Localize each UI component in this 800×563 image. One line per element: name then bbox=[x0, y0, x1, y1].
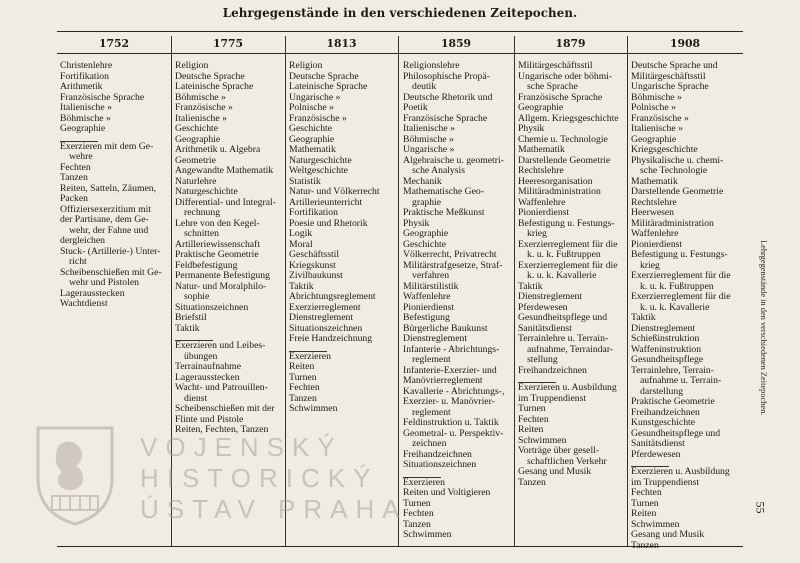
year-header-1879: 1879 bbox=[555, 37, 586, 50]
subject-line: Böhmische » bbox=[631, 91, 682, 103]
subject-line: Wachtdienst bbox=[60, 298, 108, 309]
subject-line: Mathematik bbox=[631, 175, 678, 187]
subject-line: zeichnen bbox=[412, 438, 447, 449]
subject-line: Geographie bbox=[289, 133, 335, 145]
subject-line: Situationszeichnen bbox=[403, 459, 477, 470]
subject-line: Freihandzeichnen bbox=[631, 406, 700, 418]
subject-line: Bürgerliche Baukunst bbox=[403, 322, 488, 334]
subject-line: Tanzen bbox=[60, 172, 88, 183]
subject-line: Geographie bbox=[60, 123, 106, 134]
subject-line: dergleichen bbox=[60, 235, 106, 246]
subject-line: Militärgeschäftsstil bbox=[518, 60, 593, 71]
subject-line: Waffenlehre bbox=[631, 228, 679, 239]
subject-line: Lateinische Sprache bbox=[289, 81, 368, 92]
page-number: 55 bbox=[753, 501, 768, 514]
subject-line: Manövrierreglement bbox=[403, 375, 483, 386]
watermark-line: ÚSTAV PRAHA bbox=[140, 494, 408, 524]
subject-line: Philosophische Propä- bbox=[403, 70, 490, 82]
subject-line: Logik bbox=[289, 228, 313, 239]
subject-line: Taktik bbox=[518, 280, 543, 292]
subject-line: Exerzierreglement für die bbox=[631, 270, 731, 281]
subject-line: krieg bbox=[640, 259, 660, 271]
page-title: Lehrgegenstände in den verschiedenen Zeitepochen. bbox=[222, 6, 578, 20]
subject-line: Scheibenschießen mit Ge- bbox=[60, 266, 162, 278]
subject-line: Pionierdienst bbox=[631, 238, 683, 250]
subject-line: Angewandte Mathematik bbox=[175, 165, 274, 176]
subject-line: Französische Sprache bbox=[518, 91, 603, 103]
subject-line: Turnen bbox=[518, 403, 546, 414]
subject-line: Geographie bbox=[518, 102, 564, 113]
subject-line: Französische » bbox=[175, 102, 233, 113]
subject-line: Militärstilistik bbox=[403, 280, 459, 292]
subject-line: Poesie und Rhetorik bbox=[289, 217, 368, 229]
subject-line: Reiten, Fechten, Tanzen bbox=[175, 424, 269, 435]
subject-line: Exerzieren und Leibes- bbox=[175, 340, 266, 351]
subject-line: Geometrie bbox=[175, 154, 216, 166]
subject-line: Tanzen bbox=[518, 476, 546, 488]
crest-watermark-icon bbox=[30, 418, 120, 528]
subject-line: Taktik bbox=[175, 322, 200, 334]
subject-line: Italienische » bbox=[175, 112, 227, 124]
subject-line: Naturgeschichte bbox=[289, 154, 352, 166]
subject-line: Weltgeschichte bbox=[289, 165, 348, 176]
subject-line: graphie bbox=[412, 196, 442, 208]
subject-line: Befestigung bbox=[403, 312, 450, 323]
subject-line: Briefstil bbox=[175, 312, 207, 323]
subject-line: Praktische Geometrie bbox=[175, 249, 259, 260]
column-1813 bbox=[289, 61, 396, 415]
watermark-text bbox=[140, 432, 408, 525]
subject-line: Waffenlehre bbox=[518, 196, 566, 208]
subject-line: Geschäftsstil bbox=[289, 249, 340, 260]
subject-line: krieg bbox=[527, 228, 547, 239]
subject-line: Gesundheitspflege und bbox=[518, 312, 608, 323]
subject-line: Exerzierreglement für die bbox=[518, 238, 618, 250]
subject-line: Offiziersexerzitium mit bbox=[60, 203, 152, 215]
subject-line: k. u. k. Kavallerie bbox=[527, 270, 597, 281]
side-running-title: Lehrgegenstände in den verschiedenen Zeitepochen. bbox=[759, 240, 768, 416]
subject-line: Exerzierreglement für die bbox=[631, 291, 731, 302]
subject-line: Mathematische Geo- bbox=[403, 186, 484, 197]
subject-line: Natur- und Völkerrecht bbox=[289, 186, 380, 197]
subject-line: Französische » bbox=[289, 112, 347, 124]
subject-line: Dienstreglement bbox=[403, 333, 468, 344]
column-divider bbox=[627, 36, 628, 546]
subject-line: Rechtslehre bbox=[631, 196, 677, 208]
subject-line: Flinte und Pistole bbox=[175, 413, 244, 425]
year-header-1813: 1813 bbox=[326, 37, 357, 50]
subject-line: wehr, der Fahne und bbox=[69, 224, 149, 236]
subject-line: sche Technologie bbox=[640, 165, 708, 176]
subject-line: Deutsche Sprache und bbox=[631, 60, 718, 71]
subject-line: Deutsche Sprache bbox=[175, 70, 245, 82]
subject-line: Fechten bbox=[289, 382, 320, 393]
subject-line: Schwimmen bbox=[518, 434, 567, 446]
subject-line: der Partisane, dem Ge- bbox=[60, 214, 149, 225]
subject-line: k. u. k. Kavallerie bbox=[640, 301, 710, 313]
subject-line: übungen bbox=[184, 350, 218, 362]
subject-line: schaftlichen Verkehr bbox=[527, 455, 607, 467]
subject-line: Freihandzeichnen bbox=[518, 364, 587, 376]
subject-line: Exerzieren u. Ausbildung bbox=[518, 382, 617, 393]
subject-line: Gesundheitspflege bbox=[631, 354, 704, 365]
subject-line: im Truppendienst bbox=[518, 392, 587, 404]
subject-line: Terrainlehre, Terrain- bbox=[631, 364, 714, 376]
subject-line: Exerzierreglement bbox=[289, 301, 361, 313]
subject-line: Italienische » bbox=[403, 123, 455, 134]
subject-line: Kunstgeschichte bbox=[631, 417, 696, 428]
subject-line: reglement bbox=[412, 354, 451, 365]
subject-line: Waffenlehre bbox=[403, 291, 451, 302]
subject-line: Permanente Befestigung bbox=[175, 270, 270, 281]
watermark-line: HISTORICKÝ bbox=[140, 463, 379, 493]
subject-line: Chemie u. Technologie bbox=[518, 133, 608, 145]
subject-line: Reiten bbox=[289, 361, 315, 372]
subject-line: Infanterie - Abrichtungs- bbox=[403, 343, 500, 355]
subject-line: Böhmische » bbox=[403, 133, 454, 145]
subject-line: Böhmische » bbox=[175, 91, 226, 103]
subject-line: Exerzieren u. Ausbildung bbox=[631, 466, 730, 477]
column-1752 bbox=[60, 61, 170, 310]
subject-line: Ungarische Sprache bbox=[631, 81, 709, 92]
subject-line: aufnahme, Terraindar- bbox=[527, 343, 614, 355]
subject-line: Waffeninstruktion bbox=[631, 343, 702, 355]
subject-line: Sanitätsdienst bbox=[631, 438, 685, 449]
year-header-1752: 1752 bbox=[98, 37, 130, 50]
subject-line: Reiten bbox=[518, 424, 544, 435]
subject-line: Geographie bbox=[403, 228, 449, 239]
subject-line: Mathematik bbox=[518, 144, 565, 155]
subject-line: Geographie bbox=[631, 133, 677, 145]
subject-line: Arithmetik bbox=[60, 81, 103, 92]
subject-line: Turnen bbox=[403, 497, 431, 509]
subject-line: Arithmetik u. Algebra bbox=[175, 144, 261, 155]
subject-line: Geographie bbox=[175, 133, 221, 145]
subject-line: Poetik bbox=[403, 102, 428, 113]
subject-line: Moral bbox=[289, 238, 313, 250]
subject-line: Physikalische u. chemi- bbox=[631, 154, 724, 166]
subject-line: Geschichte bbox=[403, 238, 447, 250]
subject-line: im Truppendienst bbox=[631, 476, 700, 488]
subject-line: Ungarische oder böhmi- bbox=[518, 70, 613, 82]
year-header-1908: 1908 bbox=[669, 37, 701, 50]
subject-line: Kavallerie - Abrichtungs-, bbox=[403, 385, 505, 397]
subject-line: sche Sprache bbox=[527, 81, 578, 92]
subject-line: aufnahme u. Terrain- bbox=[640, 375, 722, 386]
subject-line: Physik bbox=[403, 217, 430, 229]
subject-line: Turnen bbox=[289, 371, 317, 383]
subject-line: Religionslehre bbox=[403, 60, 460, 71]
column-1775 bbox=[175, 61, 283, 436]
subject-line: Exerzieren mit dem Ge- bbox=[60, 140, 154, 152]
subject-line: Mechanik bbox=[403, 175, 442, 187]
subject-line: Französische » bbox=[631, 112, 689, 124]
subject-line: Pionierdienst bbox=[518, 207, 570, 218]
subject-line: Lagerausstecken bbox=[175, 371, 240, 383]
subject-line: Polnische » bbox=[631, 102, 676, 113]
column-divider bbox=[514, 36, 515, 546]
subject-line: Darstellende Geometrie bbox=[631, 186, 724, 197]
subject-line: Gesang und Musik bbox=[631, 529, 705, 540]
subject-line: Fortifikation bbox=[60, 70, 109, 82]
subject-line: Italienische » bbox=[60, 102, 112, 113]
subject-line: Rechtslehre bbox=[518, 165, 564, 176]
subject-line: Kriegskunst bbox=[289, 259, 336, 271]
subject-line: Darstellende Geometrie bbox=[518, 154, 611, 166]
subject-line: Heeresorganisation bbox=[518, 175, 593, 187]
subject-line: Praktische Geometrie bbox=[631, 396, 715, 407]
subject-line: Reiten und Voltigieren bbox=[403, 487, 491, 498]
subject-line: Natur- und Moralphilo- bbox=[175, 280, 267, 292]
subject-line: schnitten bbox=[184, 228, 219, 239]
subject-line: Militärgeschäftsstil bbox=[631, 70, 706, 82]
subject-line: Französische Sprache bbox=[403, 112, 488, 124]
subject-line: Christenlehre bbox=[60, 60, 113, 71]
column-1859 bbox=[403, 61, 513, 541]
subject-line: Turnen bbox=[631, 497, 659, 509]
subject-line: Artilleriewissenschaft bbox=[175, 238, 261, 250]
subject-line: Geschichte bbox=[175, 123, 219, 134]
subject-line: Polnische » bbox=[289, 102, 334, 113]
subject-line: richt bbox=[69, 256, 87, 267]
subject-line: Gesundheitspflege und bbox=[631, 427, 721, 439]
subject-line: Geschichte bbox=[289, 123, 333, 134]
subject-line: Böhmische » bbox=[60, 112, 111, 124]
subject-line: Naturgeschichte bbox=[175, 186, 238, 197]
year-header-1775: 1775 bbox=[212, 37, 244, 50]
subject-line: Sanitätsdienst bbox=[518, 322, 572, 334]
subject-line: Freie Handzeichnung bbox=[289, 333, 373, 344]
subject-line: Tanzen bbox=[631, 539, 659, 551]
subject-line: Befestigung u. Festungs- bbox=[631, 249, 728, 260]
subject-line: Differential- und Integral- bbox=[175, 196, 276, 208]
subject-line: dienst bbox=[184, 392, 208, 404]
subject-line: Tanzen bbox=[403, 518, 431, 530]
subject-line: Freihandzeichnen bbox=[403, 448, 472, 460]
subject-line: Exerzier- u. Manövrier- bbox=[403, 396, 495, 407]
subject-line: Statistik bbox=[289, 175, 321, 187]
subject-line: Schwimmen bbox=[631, 518, 680, 530]
subject-line: reglement bbox=[412, 406, 451, 418]
subject-line: Packen bbox=[60, 193, 88, 204]
subject-line: Fechten bbox=[60, 161, 91, 173]
subject-line: Taktik bbox=[631, 312, 656, 323]
subject-line: Praktische Meßkunst bbox=[403, 207, 485, 218]
subject-line: Deutsche Rhetorik und bbox=[403, 91, 493, 103]
subject-line: Pferdewesen bbox=[518, 301, 568, 313]
subject-line: Allgem. Kriegsgeschichte bbox=[518, 112, 619, 124]
subject-line: Algebraische u. geometri- bbox=[403, 154, 504, 166]
subject-line: rechnung bbox=[184, 207, 221, 218]
subject-line: sche Analysis bbox=[412, 165, 466, 176]
subject-line: Ungarische » bbox=[289, 91, 341, 103]
subject-line: Exerzieren bbox=[403, 476, 445, 488]
subject-line: Lagerausstecken bbox=[60, 287, 125, 299]
subject-line: Physik bbox=[518, 123, 545, 134]
subject-line: Exerzierreglement für die bbox=[518, 259, 618, 271]
subject-line: Fechten bbox=[631, 487, 662, 498]
subject-line: Artillerieunterricht bbox=[289, 196, 363, 208]
subject-line: deutik bbox=[412, 81, 437, 92]
subject-line: Naturlehre bbox=[175, 175, 217, 187]
subject-line: Fortifikation bbox=[289, 207, 338, 218]
subject-line: darstellung bbox=[640, 385, 684, 397]
subject-line: wehr und Pistolen bbox=[69, 277, 139, 288]
subject-line: Lehre von den Kegel- bbox=[175, 217, 260, 229]
subject-line: Infanterie-Exerzier- und bbox=[403, 364, 497, 376]
subject-line: Schießinstruktion bbox=[631, 333, 700, 344]
subject-line: Geometral- u. Perspektiv- bbox=[403, 427, 504, 439]
subject-line: Religion bbox=[289, 60, 323, 71]
subject-line: Reiten bbox=[631, 508, 657, 519]
subject-line: Religion bbox=[175, 60, 209, 71]
subject-line: Gesang und Musik bbox=[518, 466, 592, 477]
subject-line: Fechten bbox=[518, 413, 549, 425]
table-header-row bbox=[57, 36, 743, 54]
column-1879 bbox=[518, 61, 626, 488]
subject-line: Kriegsgeschichte bbox=[631, 144, 698, 155]
year-header-1859: 1859 bbox=[440, 37, 472, 50]
subject-line: Exerzieren bbox=[289, 350, 331, 362]
subject-line: Schwimmen bbox=[289, 403, 338, 414]
subject-line: k. u. k. Fußtruppen bbox=[527, 249, 601, 260]
subject-line: Terrainaufnahme bbox=[175, 361, 242, 372]
subject-line: Italienische » bbox=[631, 123, 683, 134]
subject-line: stellung bbox=[527, 354, 558, 365]
subject-line: Tanzen bbox=[289, 392, 317, 404]
subject-line: Ungarische » bbox=[403, 144, 455, 155]
subject-line: Dienstreglement bbox=[518, 291, 583, 302]
subject-line: wehre bbox=[69, 151, 93, 162]
subject-line: Reiten, Satteln, Zäumen, bbox=[60, 182, 157, 194]
subject-line: Fechten bbox=[403, 508, 434, 519]
subject-line: sophie bbox=[184, 291, 210, 302]
subject-line: Feldinstruktion u. Taktik bbox=[403, 417, 499, 428]
subject-line: Pionierdienst bbox=[403, 301, 455, 313]
subject-line: Taktik bbox=[289, 280, 314, 292]
subject-line: Lateinische Sprache bbox=[175, 81, 254, 92]
subject-line: Pferdewesen bbox=[631, 448, 681, 460]
subject-line: Situationszeichnen bbox=[175, 301, 249, 313]
watermark-line: VOJENSKÝ bbox=[140, 432, 343, 462]
subject-line: Scheibenschießen mit der bbox=[175, 403, 275, 414]
subject-line: Zivilbaukunst bbox=[289, 270, 343, 281]
subject-line: Deutsche Sprache bbox=[289, 70, 359, 82]
subject-line: Wacht- und Patrouillen- bbox=[175, 382, 268, 393]
subject-line: Französische Sprache bbox=[60, 91, 145, 103]
subject-line: Stuck- (Artillerie-) Unter- bbox=[60, 245, 161, 257]
subject-line: Heerwesen bbox=[631, 207, 675, 218]
subject-line: k. u. k. Fußtruppen bbox=[640, 280, 714, 292]
subject-line: Militärstrafgesetze, Straf- bbox=[403, 259, 503, 271]
subject-line: Völkerrecht, Privatrecht bbox=[403, 249, 497, 260]
subject-line: verfahren bbox=[412, 270, 450, 281]
subject-line: Abrichtungsreglement bbox=[289, 291, 376, 302]
subject-line: Mathematik bbox=[289, 144, 336, 155]
subject-line: Dienstreglement bbox=[631, 322, 696, 334]
column-1908 bbox=[631, 61, 741, 551]
subject-line: Dienstreglement bbox=[289, 312, 354, 323]
subject-line: Feldbefestigung bbox=[175, 259, 238, 271]
subject-line: Militäradministration bbox=[518, 186, 601, 197]
subject-line: Situationszeichnen bbox=[289, 322, 363, 334]
subject-line: Schwimmen bbox=[403, 529, 452, 540]
subject-line: Vorträge über gesell- bbox=[518, 445, 600, 456]
subject-line: Befestigung u. Festungs- bbox=[518, 217, 615, 229]
subject-line: Militäradministration bbox=[631, 217, 714, 229]
subject-line: Terrainlehre u. Terrain- bbox=[518, 333, 609, 344]
